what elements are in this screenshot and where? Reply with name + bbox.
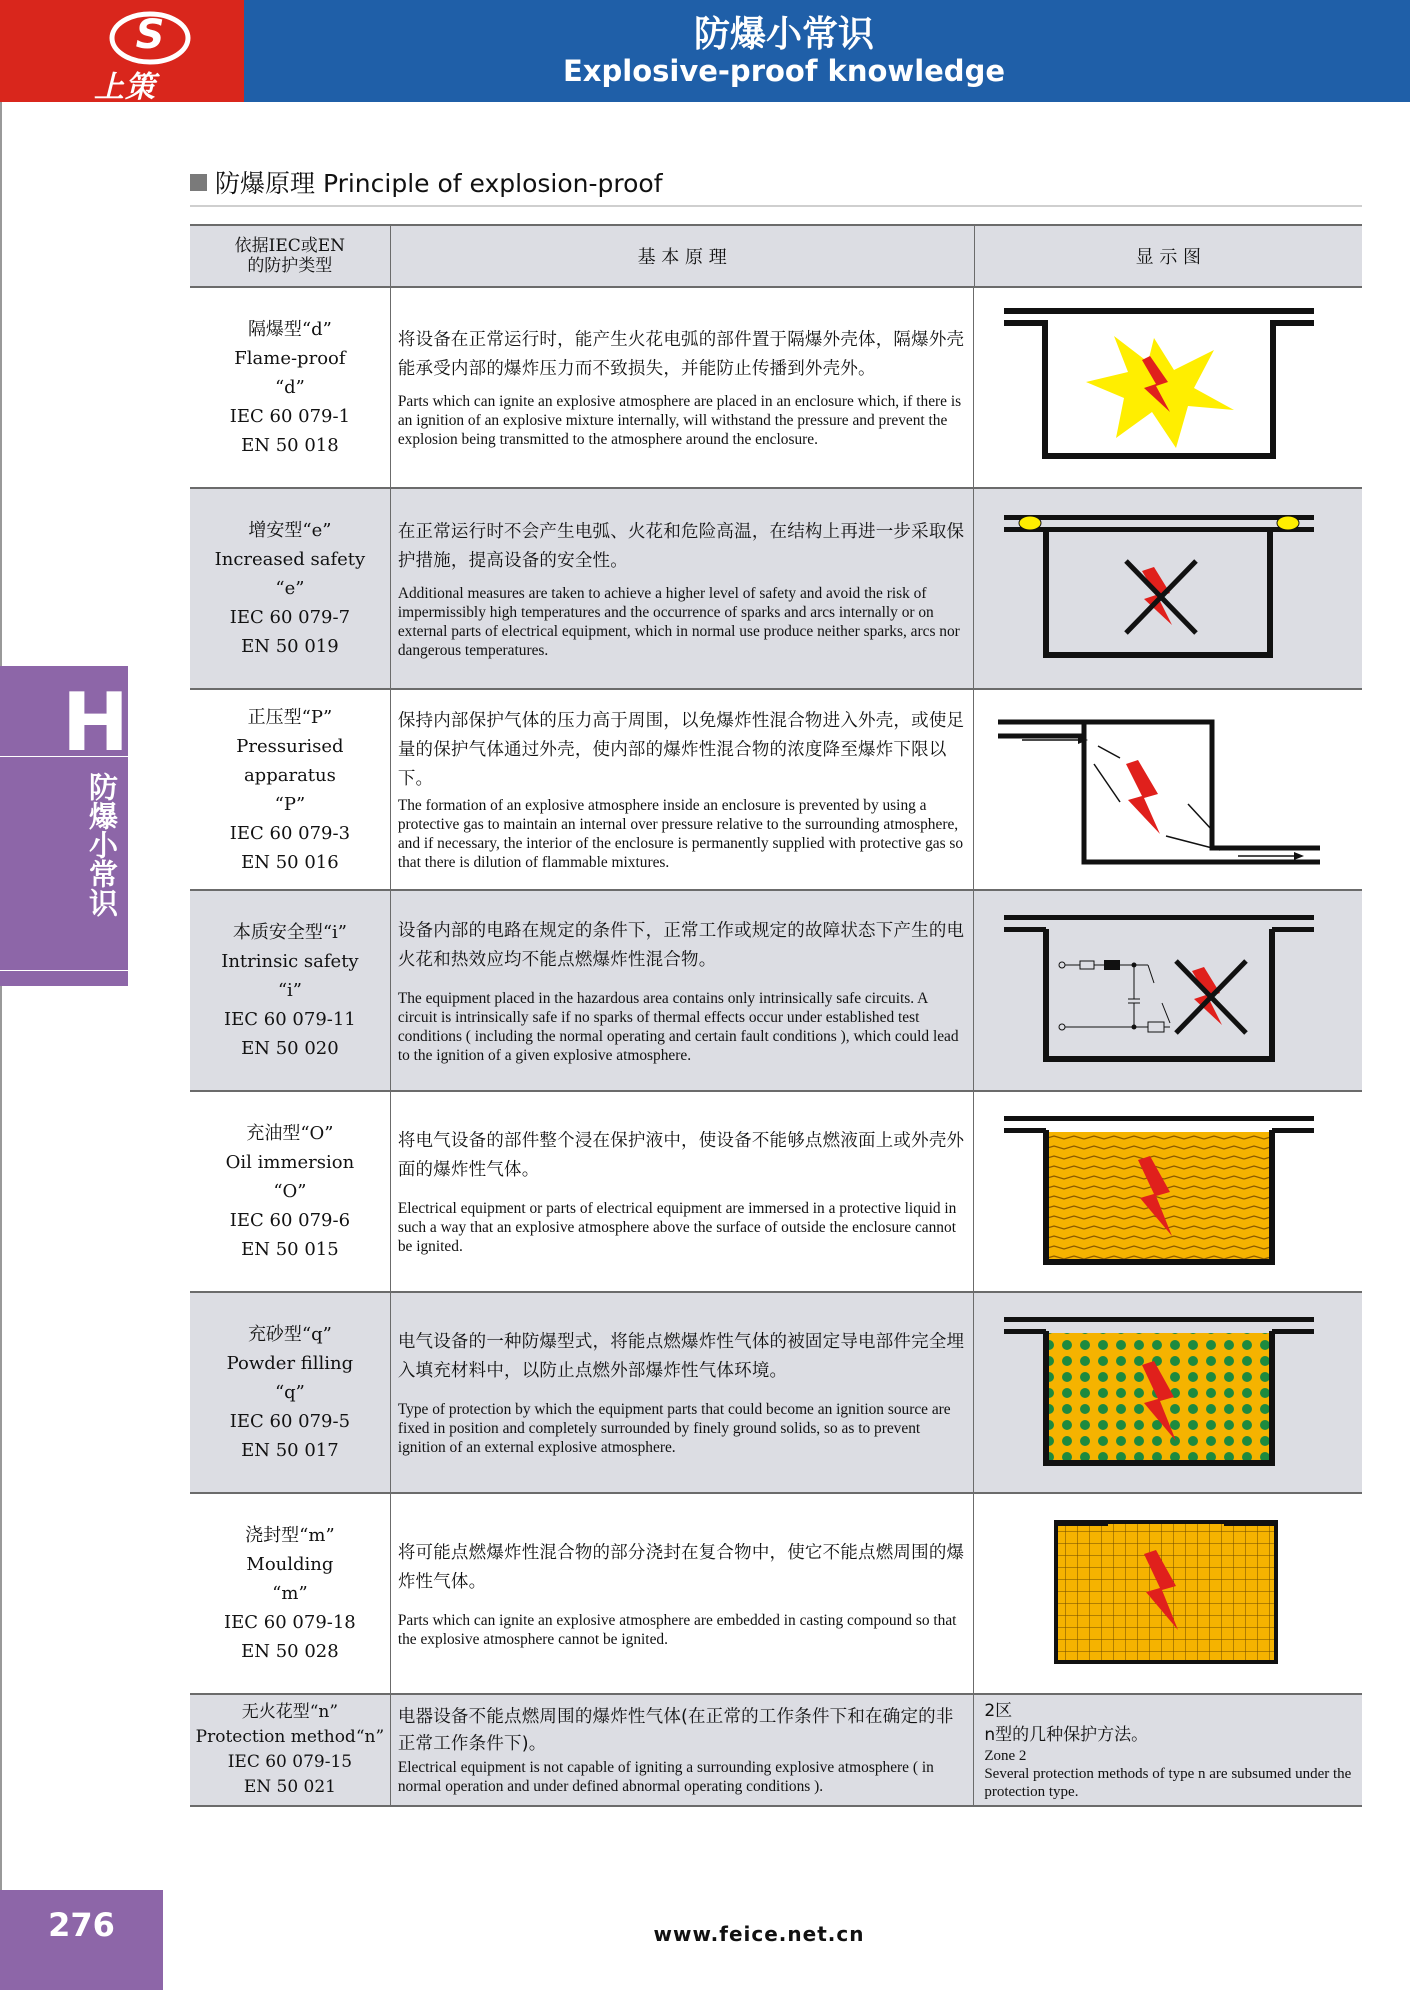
principle-en: The formation of an explosive atmosphere inside an enclosure is prevented by using a protective gas to maintain an internal over pressure relative to the surrounding atmosphere, and if necessary, the interior of the enclosure is permanently supplied with protective gas so that there is dilution of flammable mixtures.	[397, 797, 964, 871]
zone-en: Zone 2	[984, 1748, 1027, 1764]
protection-type-cell	[190, 891, 391, 1090]
side-tab-letter: H	[62, 676, 129, 769]
iec-standard: IEC 60 079-5	[229, 1411, 351, 1432]
iec-standard: IEC 60 079-1	[229, 406, 351, 427]
type-name-en: Oil immersion	[225, 1152, 355, 1173]
diagram-cell	[974, 288, 1362, 487]
iec-standard: IEC 60 079-6	[229, 1210, 351, 1231]
type-name-cn: 本质安全型“i”	[232, 922, 347, 943]
en-standard: EN 50 021	[243, 1777, 336, 1797]
header-title-en: Explosive-proof knowledge	[562, 54, 1005, 88]
zone-cn: 2区	[984, 1701, 1013, 1721]
protection-type-cell	[190, 489, 391, 688]
zone-cn-desc: n型的几种保护方法。	[984, 1725, 1149, 1745]
en-standard: EN 50 015	[241, 1239, 339, 1260]
type-code: “e”	[275, 578, 305, 599]
header-protection-type: 依据IEC或EN 的防护类型	[190, 226, 391, 286]
diagram-cell	[974, 489, 1362, 688]
table-row	[190, 1695, 1362, 1807]
type-name-en: Protection method“n”	[195, 1727, 385, 1747]
title-rule	[190, 205, 1362, 207]
table-row	[190, 288, 1362, 489]
table-row	[190, 891, 1362, 1092]
type-code: “q”	[274, 1382, 305, 1403]
principle-cell	[391, 288, 975, 487]
type-name-cn: 正压型“P”	[247, 706, 333, 728]
header-title-cn: 防爆小常识	[693, 14, 874, 55]
en-standard: EN 50 019	[241, 636, 339, 657]
type-name-en: Moulding	[246, 1554, 334, 1575]
principle-en: Electrical equipment or parts of electrical equipment are immersed in a protective liquid in such a way that an explosive atmosphere above the surface of outside the enclosure cannot be ignited.	[397, 1200, 957, 1255]
page-border	[0, 102, 2, 1892]
en-standard: EN 50 018	[241, 435, 339, 456]
type-name-cn: 浇封型“m”	[245, 1525, 335, 1546]
en-standard: EN 50 020	[241, 1038, 339, 1059]
logo-text: 上策	[94, 70, 156, 105]
protection-type-cell	[190, 690, 391, 889]
principle-cn: 将可能点燃爆炸性混合物的部分浇封在复合物中，使它不能点燃周围的爆炸性气体。	[397, 1542, 965, 1592]
principle-cell	[391, 891, 975, 1090]
en-standard: EN 50 017	[241, 1440, 339, 1461]
type-name-en: Increased safety	[214, 549, 366, 570]
protection-type-cell	[190, 1695, 391, 1805]
svg-text:S: S	[135, 12, 165, 58]
moulding-diagram-icon	[1054, 1520, 1294, 1670]
iec-standard: IEC 60 079-3	[229, 822, 351, 844]
page-number: 276	[48, 1906, 115, 1944]
principle-en: Type of protection by which the equipment parts that could become an ignition source are fixed in position and completely surrounded by finely ground solids, so as to prevent ignition of an external explosive atmosphere.	[397, 1401, 951, 1456]
section-title	[190, 164, 663, 200]
type-code: “i”	[277, 980, 302, 1001]
diagram-cell	[974, 1293, 1362, 1492]
principle-table	[190, 224, 1362, 1807]
square-bullet-icon	[190, 174, 207, 191]
table-row	[190, 1293, 1362, 1494]
header-diagram: 显 示 图	[1135, 247, 1202, 268]
principle-cell	[391, 1494, 975, 1693]
principle-cn: 在正常运行时不会产生电弧、火花和危险高温，在结构上再进一步采取保护措施，提高设备的安全性。	[397, 521, 965, 571]
principle-cell	[391, 1092, 975, 1291]
principle-en: Additional measures are taken to achieve a higher level of safety and avoid the risk of impermissibly high temperatures and the occurrence of sparks and arcs internally or on external parts of electrical equipment, which in normal use produce neither sparks, arcs nor dangerous temperatures.	[397, 584, 960, 659]
iec-standard: IEC 60 079-7	[229, 607, 351, 628]
diagram-cell	[974, 891, 1362, 1090]
table-row	[190, 489, 1362, 690]
principle-cn: 将电气设备的部件整个浸在保护液中，使设备不能够点燃液面上或外壳外面的爆炸性气体。	[397, 1131, 965, 1180]
iec-standard: IEC 60 079-11	[224, 1009, 356, 1030]
table-row	[190, 1494, 1362, 1695]
principle-en: Parts which can ignite an explosive atmosphere are placed in an enclosure which, if there is an ignition of an explosive mixture internally, will withstand the pressure and prevent the explosion being transmitted to the atmosphere around the enclosure.	[397, 393, 962, 448]
type-name-en: Intrinsic safety	[221, 951, 359, 972]
pressurised-diagram-icon	[998, 704, 1338, 876]
table-header	[190, 226, 1362, 288]
powder-filling-diagram-icon	[1004, 1305, 1334, 1477]
en-standard: EN 50 016	[241, 851, 339, 873]
principle-cn: 将设备在正常运行时，能产生火花电弧的部件置于隔爆外壳体，隔爆外壳能承受内部的爆炸压力而不致损失，并能防止传播到外壳外。	[397, 330, 965, 379]
type-name-cn: 充油型“O”	[246, 1123, 334, 1144]
principle-cn: 电气设备的一种防爆型式，将能点燃爆炸性气体的被固定导电部件完全埋入填充材料中，以防止点燃外部爆炸性气体环境。	[397, 1332, 965, 1381]
website-link[interactable]: www.feice.net.cn	[653, 1922, 865, 1946]
protection-type-cell	[190, 1494, 391, 1693]
principle-en: Electrical equipment is not capable of igniting a surrounding explosive atmosphere ( in normal operation and under defined abnormal operating conditions ).	[397, 1759, 934, 1795]
iec-standard: IEC 60 079-18	[224, 1612, 356, 1633]
oil-immersion-diagram-icon	[1004, 1104, 1334, 1276]
type-name-cn: 充砂型“q”	[247, 1324, 332, 1345]
diagram-cell	[974, 690, 1362, 889]
type-name-cn: 增安型“e”	[248, 520, 332, 541]
table-row	[190, 1092, 1362, 1293]
principle-cn: 电器设备不能点燃周围的爆炸性气体(在正常的工作条件下和在确定的非正常工作条件下)。	[397, 1707, 954, 1754]
protection-type-cell	[190, 288, 391, 487]
type-name-en: Powder filling	[226, 1353, 354, 1374]
protection-type-cell	[190, 1092, 391, 1291]
principle-en: The equipment placed in the hazardous area contains only intrinsically safe circuits. A circuit is intrinsically safe if no sparks of thermal effects occur under established test conditions ( including the normal operating and certain fault conditions ), which could lead to the ignition of a given explosive atmosphere.	[397, 989, 959, 1064]
type-code: “d”	[274, 377, 305, 398]
intrinsic-safety-diagram-icon	[1004, 903, 1334, 1075]
type-name-cn: 隔爆型“d”	[247, 319, 332, 340]
iec-standard: IEC 60 079-15	[227, 1752, 353, 1772]
principle-cn: 保持内部保护气体的压力高于周围，以免爆炸性混合物进入外壳，或使足量的保护气体通过外壳，使内部的爆炸性混合物的浓度降至爆炸下限以下。	[397, 711, 965, 789]
principle-cell	[391, 1695, 975, 1805]
type-code: “O”	[273, 1181, 307, 1202]
protection-type-cell	[190, 1293, 391, 1492]
zone-cell	[974, 1695, 1362, 1805]
table-row	[190, 690, 1362, 891]
principle-cell	[391, 489, 975, 688]
principle-en: Parts which can ignite an explosive atmosphere are embedded in casting compound so that the explosive atmosphere cannot be ignited.	[397, 1611, 957, 1648]
type-code: “m”	[272, 1583, 308, 1604]
zone-en-desc: Several protection methods of type n are subsumed under the protection type.	[984, 1766, 1352, 1800]
principle-cell	[391, 1293, 975, 1492]
section-title-text: 防爆原理 Principle of explosion-proof	[215, 169, 663, 198]
principle-cn: 设备内部的电路在规定的条件下，正常工作或规定的故障状态下产生的电火花和热效应均不能点燃爆炸性混合物。	[397, 920, 965, 970]
header-principle: 基 本 原 理	[391, 226, 975, 286]
type-name-cn: 无火花型“n”	[241, 1702, 339, 1722]
diagram-cell	[974, 1494, 1362, 1693]
increased-safety-diagram-icon	[1004, 501, 1334, 673]
en-standard: EN 50 028	[241, 1641, 339, 1662]
side-tab-text: 防爆小常识	[85, 772, 119, 917]
type-name-en: Flame-proof	[234, 348, 346, 369]
type-code: “P”	[274, 793, 306, 815]
principle-cell	[391, 690, 975, 889]
diagram-cell	[974, 1092, 1362, 1291]
flameproof-diagram-icon	[1004, 300, 1334, 472]
type-name-en: Pressurised apparatus	[236, 735, 344, 786]
